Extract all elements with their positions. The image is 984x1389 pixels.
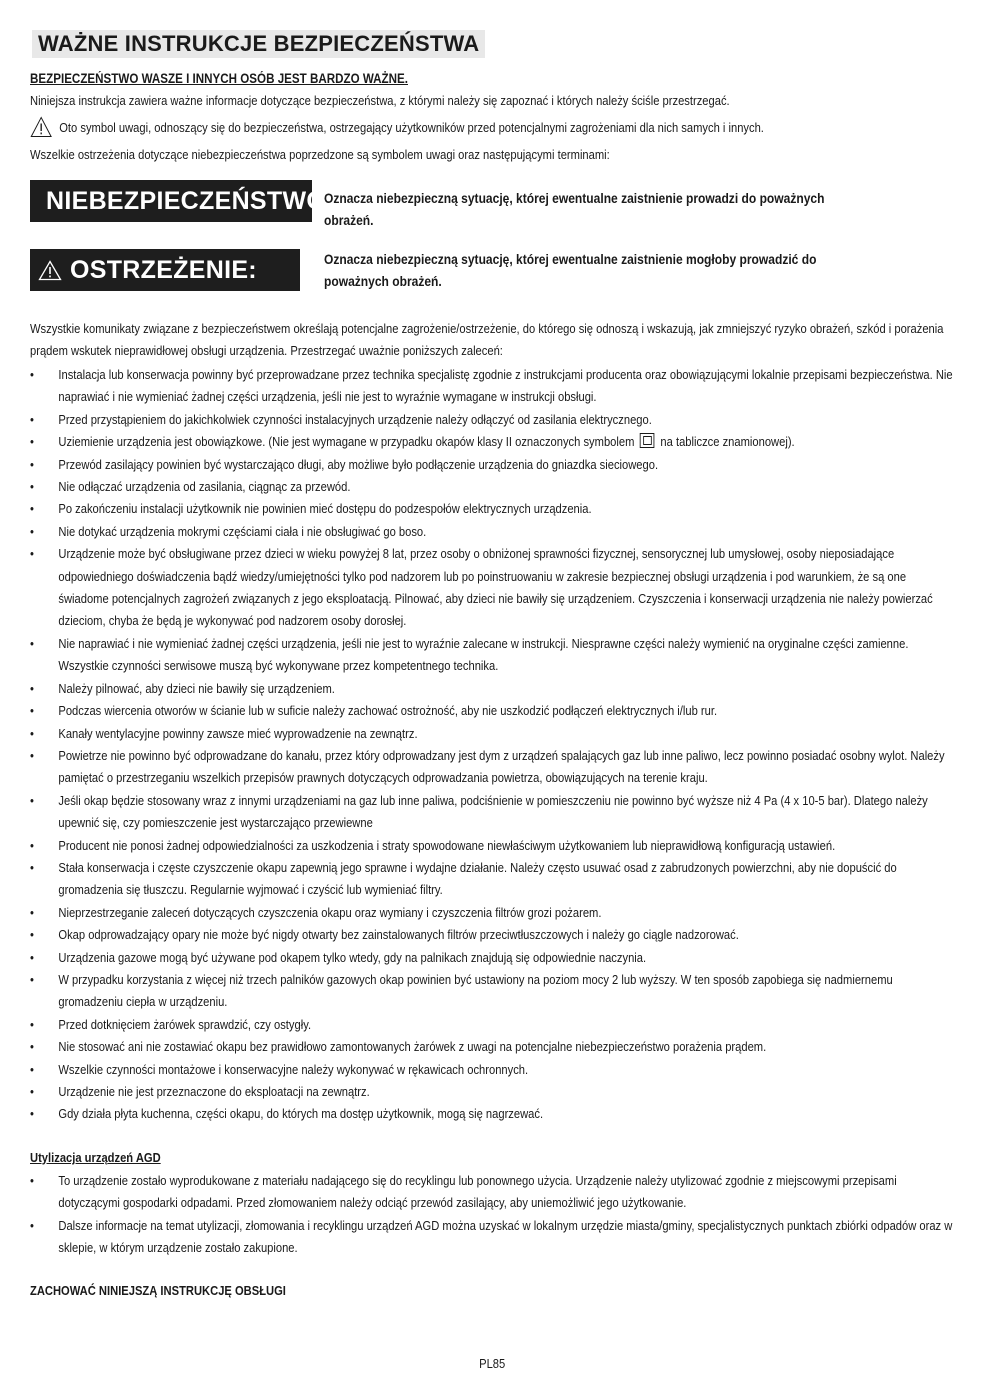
list-item: • Powietrze nie powinno być odprowadzane do kanału, przez który odprowadzany jest dym z urządzeń spalających gaz lub inne paliwo, lecz powinno posiadać osobny wylot. Należy pamiętać o przestrzeganiu wszelkich przepisów prawnych dotyczących odprowadzania powietrza, obowiązujących na terenie kraju.	[30, 745, 956, 790]
list-item: • Przed przystąpieniem do jakichkolwiek czynności instalacyjnych urządzenie należy odłączyć od zasilania elektrycznego.	[30, 409, 956, 431]
warnings-intro: Wszelkie ostrzeżenia dotyczące niebezpieczeństwa poprzedzone są symbolem uwagi oraz następującymi terminami:	[30, 147, 610, 162]
warning-triangle-icon	[38, 260, 62, 281]
safety-rules	[30, 318, 956, 1301]
warning-triangle-icon	[30, 116, 52, 138]
list-item: • To urządzenie zostało wyprodukowane z materiału nadającego się do recyklingu lub ponownego użycia. Urządzenie należy utylizować zgodnie z miejscowymi przepisami dotyczącymi gospodarki odpadami. Przed złomowaniem należy odciąć przewód zasilający, aby uniemożliwić jego użytkowanie.	[30, 1170, 956, 1215]
symbol-note	[30, 116, 956, 138]
document-body	[30, 70, 956, 166]
list-item: • Dalsze informacje na temat utylizacji, złomowania i recyklingu urządzeń AGD można uzyskać w lokalnym urzędzie miasta/gminy, specjalistycznych punktach zbiórki odpadów oraz w sklepie, w którym urządzenie zostało zakupione.	[30, 1215, 956, 1260]
document-page	[30, 30, 956, 1301]
list-item: • Nie dotykać urządzenia mokrymi częściami ciała i nie obsługiwać go boso.	[30, 521, 956, 543]
list-item: • Nie stosować ani nie zostawiać okapu bez prawidłowo zamontowanych żarówek z uwagi na potencjalne niebezpieczeństwo porażenia prądem.	[30, 1036, 956, 1058]
closing-note: ZACHOWAĆ NINIEJSZĄ INSTRUKCJĘ OBSŁUGI	[30, 1283, 286, 1299]
list-item: • Podczas wiercenia otworów w ścianie lub w suficie należy zachować ostrożność, aby nie uszkodzić podłączeń elektrycznych i/lub rur.	[30, 700, 956, 722]
list-item: • Okap odprowadzający opary nie może być nigdy otwarty bez zainstalowanych filtrów przeciwtłuszczowych i należy go ciągle nadzorować.	[30, 924, 956, 946]
list-item: • Urządzenie może być obsługiwane przez dzieci w wieku powyżej 8 lat, przez osoby o obniżonej sprawności fizycznej, sensorycznej lub umysłowej, osoby nieposiadające odpowiedniego doświadczenia bądź wiedzy/umiejętności tylko pod nadzorem lub po poinstruowaniu w zakresie bezpiecznej obsługi urządzenia i pod warunkiem, że są one świadome potencjalnych zagrożeń związanych z jego eksploatacją. Pilnować, aby dzieci nie bawiły się urządzeniem. Czyszczenia i konserwacji urządzenia nie należy powierzać dzieciom, chyba że będą je wykonywać pod nadzorem osoby dorosłej.	[30, 543, 956, 633]
list-item: • Po zakończeniu instalacji użytkownik nie powinien mieć dostępu do podzespołów elektrycznych urządzenia.	[30, 498, 956, 520]
list-item: • W przypadku korzystania z więcej niż trzech palników gazowych okap powinien być ustawiony na poziom mocy 2 lub wyższy. W ten sposób zapobiega się nadmiernemu gromadzeniu ciepła w urządzeniu.	[30, 969, 956, 1014]
list-item: • Producent nie ponosi żadnej odpowiedzialności za uszkodzenia i straty spowodowane niewłaściwym użytkowaniem lub nieprawidłową konfiguracją ustawień.	[30, 835, 956, 857]
danger-label: NIEBEZPIECZEŃSTWO:	[46, 186, 335, 215]
warning-signal-row	[30, 249, 956, 292]
warning-label: OSTRZEŻENIE:	[70, 255, 257, 284]
list-item-grounding: • Uziemienie urządzenia jest obowiązkowe. (Nie jest wymagane w przypadku okapów klasy II oznaczonych symbolem na tabliczce znamionowej).	[30, 431, 956, 453]
warning-description: Oznacza niebezpieczną sytuację, której ewentualne zaistnienie mogłoby prowadzić do poważnych obrażeń.	[324, 251, 817, 289]
danger-label-box	[30, 180, 335, 222]
list-item: • Przed dotknięciem żarówek sprawdzić, czy ostygły.	[30, 1014, 956, 1036]
intro-paragraph: Niniejsza instrukcja zawiera ważne informacje dotyczące bezpieczeństwa, z którymi należy się zapoznać i których należy ściśle przestrzegać.	[30, 93, 730, 108]
page-title: WAŻNE INSTRUKCJE BEZPIECZEŃSTWA	[32, 30, 956, 58]
disposal-heading: Utylizacja urządzeń AGD	[30, 1149, 161, 1165]
list-item: • Urządzenia gazowe mogą być używane pod okapem tylko wtedy, gdy na palnikach znajdują się odpowiednie naczynia.	[30, 947, 956, 969]
list-item: • Nie odłączać urządzenia od zasilania, ciągnąc za przewód.	[30, 476, 956, 498]
list-item: • Stała konserwacja i częste czyszczenie okapu zapewnią jego sprawne i wydajne działanie. Należy często usuwać osad z zabrudzonych powierzchni, aby nie dopuścić do gromadzenia się tłuszczu. Regularnie wyjmować i czyścić lub wymieniać filtry.	[30, 857, 956, 902]
disposal-list	[30, 1170, 956, 1260]
list-item: • Instalacja lub konserwacja powinny być przeprowadzane przez technika specjalistę zgodnie z instrukcjami producenta oraz obowiązującymi lokalnie przepisami bezpieczeństwa. Nie naprawiać i nie wymieniać żadnej części urządzenia, jeśli nie jest to wyraźnie wymagane w instrukcji obsługi.	[30, 364, 956, 409]
safety-subheading: BEZPIECZEŃSTWO WASZE I INNYCH OSÓB JEST BARDZO WAŻNE.	[30, 71, 408, 86]
page-number: PL85	[478, 1356, 506, 1371]
class-ii-symbol-icon	[640, 433, 655, 448]
list-item: • Kanały wentylacyjne powinny zawsze mieć wyprowadzenie na zewnątrz.	[30, 723, 956, 745]
danger-signal-row	[30, 180, 956, 231]
list-item: • Przewód zasilający powinien być wystarczająco długi, aby możliwe było podłączenie urządzenia do gniazdka sieciowego.	[30, 454, 956, 476]
list-item: • Wszelkie czynności montażowe i konserwacyjne należy wykonywać w rękawicach ochronnych.	[30, 1059, 956, 1081]
symbol-note-text: Oto symbol uwagi, odnoszący się do bezpieczeństwa, ostrzegający użytkowników przed potencjalnymi zagrożeniami dla nich samych i innych.	[59, 119, 764, 135]
danger-description: Oznacza niebezpieczną sytuację, której ewentualne zaistnienie prowadzi do poważnych obrażeń.	[324, 190, 825, 228]
safety-list	[30, 364, 956, 1126]
list-item: • Jeśli okap będzie stosowany wraz z innymi urządzeniami na gaz lub inne paliwa, podciśnienie w pomieszczeniu nie powinno być wyższe niż 4 Pa (4 x 10-5 bar). Dlatego należy upewnić się, czy pomieszczenie jest wystarczająco przewiewne	[30, 790, 956, 835]
warning-label-box	[30, 249, 300, 291]
list-item: • Należy pilnować, aby dzieci nie bawiły się urządzeniem.	[30, 678, 956, 700]
list-item: • Nieprzestrzeganie zaleceń dotyczących czyszczenia okapu oraz wymiany i czyszczenia filtrów grozi pożarem.	[30, 902, 956, 924]
list-item: • Urządzenie nie jest przeznaczone do eksploatacji na zewnątrz.	[30, 1081, 956, 1103]
list-item: • Nie naprawiać i nie wymieniać żadnej części urządzenia, jeśli nie jest to wyraźnie zalecane w instrukcji. Niesprawne części należy wymienić na oryginalne części zamienne. Wszystkie czynności serwisowe muszą być wykonywane przez kompetentnego technika.	[30, 633, 956, 678]
list-item: • Gdy działa płyta kuchenna, części okapu, do których ma dostęp użytkownik, mogą się nagrzewać.	[30, 1103, 956, 1125]
rules-intro: Wszystkie komunikaty związane z bezpieczeństwem określają potencjalne zagrożenie/ostrzeżenie, do którego się odnoszą i wskazują, jak zmniejszyć ryzyko obrażeń, szkód i porażenia prądem wskutek nieprawidłowej obsługi urządzenia. Przestrzegać uważnie poniższych zaleceń:	[30, 321, 944, 358]
